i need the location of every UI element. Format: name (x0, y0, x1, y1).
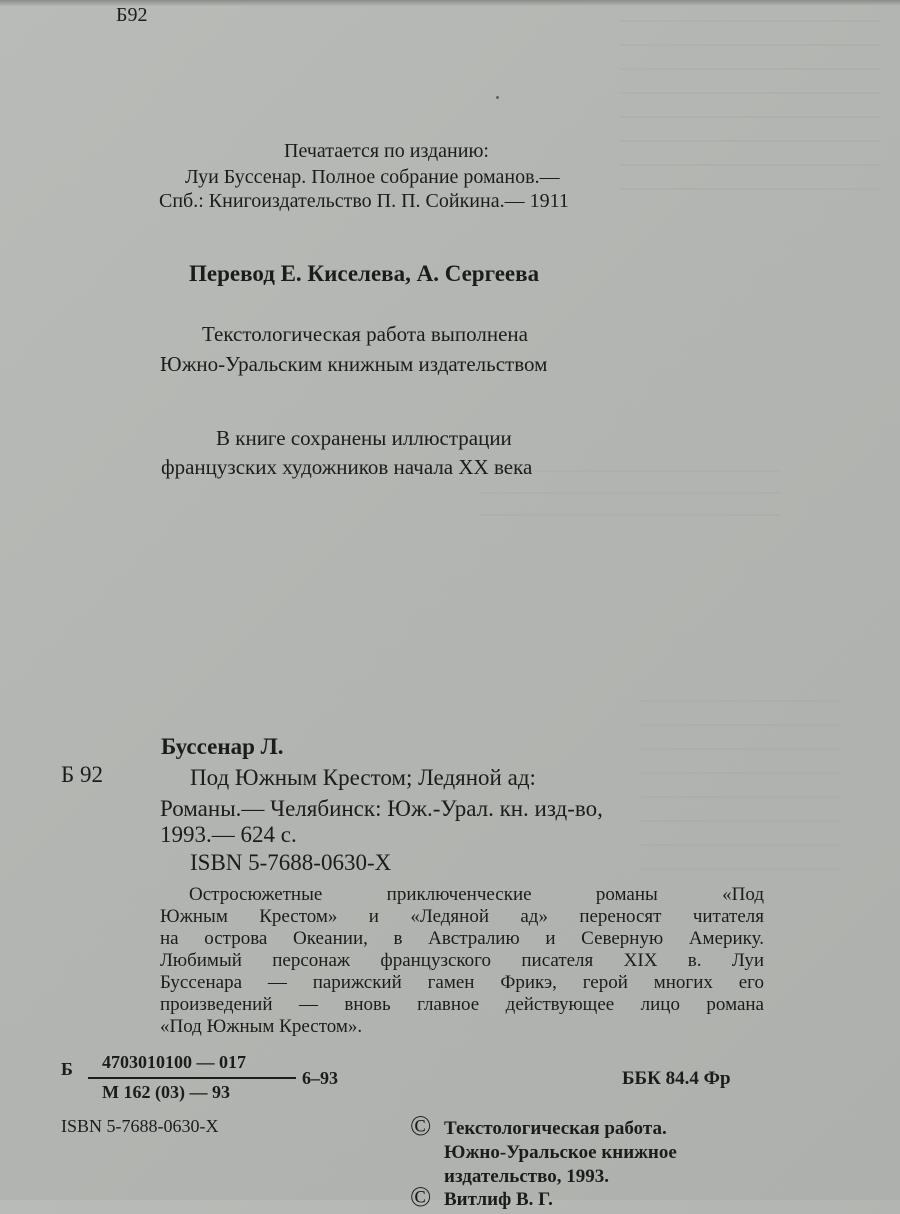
copyright-symbol: © (410, 1111, 432, 1142)
imprint-line-1: Печатается по изданию: (284, 140, 489, 162)
annotation-line-3: на острова Океании, в Австралию и Северную Америку. (160, 928, 764, 949)
annotation-line-7: «Под Южным Крестом». (160, 1016, 363, 1037)
order-code-denominator: М 162 (03) — 93 (102, 1082, 230, 1102)
isbn-bottom: ISBN 5-7688-0630-X (61, 1116, 219, 1136)
illustrations-line-1: В книге сохранены иллюстрации (216, 426, 512, 450)
annotation-line-2: Южным Крестом» и «Ледяной ад» переносят читателя (160, 906, 764, 927)
imprint-line-3: Спб.: Книгоиздательство П. П. Сойкина.— 1911 (159, 190, 569, 212)
annotation-line-5: Буссенара — парижский гамен Фрикэ, герой многих его (160, 972, 764, 993)
order-code-prefix: Б (61, 1059, 73, 1079)
annotation-paragraph (160, 884, 764, 1038)
textology-line-1: Текстологическая работа выполнена (202, 322, 528, 346)
copyright-line-1: Текстологическая работа. (444, 1118, 667, 1139)
copyright-line-3: издательство, 1993. (444, 1166, 609, 1187)
catalog-title-line: Под Южным Крестом; Ледяной ад: (190, 765, 536, 790)
top-code: Б92 (116, 4, 148, 26)
annotation-line-1: Остросюжетные приключенческие романы «Под (189, 884, 764, 905)
catalog-publication-line-2: 1993.— 624 с. (160, 822, 297, 847)
fraction-bar (88, 1077, 296, 1079)
order-code-numerator: 4703010100 — 017 (102, 1052, 246, 1072)
textology-line-2: Южно-Уральским книжным издательством (160, 352, 548, 376)
illustrations-line-2: французских художников начала XX века (161, 455, 533, 479)
translators: Перевод Е. Киселева, А. Сергеева (189, 261, 540, 286)
annotation-line-4: Любимый персонаж французского писателя XIX в. Луи (160, 950, 764, 971)
copyright-symbol-2: © (410, 1182, 432, 1213)
order-code-suffix: 6–93 (302, 1068, 338, 1088)
catalog-author: Буссенар Л. (161, 734, 284, 759)
imprint-line-2: Луи Буссенар. Полное собрание романов.— (185, 166, 560, 188)
catalog-publication-line-1: Романы.— Челябинск: Юж.-Урал. кн. изд-во, (160, 796, 603, 821)
catalog-index: Б 92 (61, 762, 103, 787)
copyright-line-2: Южно-Уральское книжное (444, 1142, 677, 1163)
catalog-isbn: ISBN 5-7688-0630-X (190, 850, 392, 875)
bleed-through-decoration (620, 20, 880, 200)
copyright-line-4: Витлиф В. Г. (444, 1189, 553, 1210)
annotation-line-6: произведений — вновь главное действующее лицо романа (160, 994, 764, 1015)
print-speck (496, 96, 499, 99)
bbk-code: ББК 84.4 Фр (622, 1068, 731, 1089)
bleed-through-decoration-3 (640, 700, 840, 880)
